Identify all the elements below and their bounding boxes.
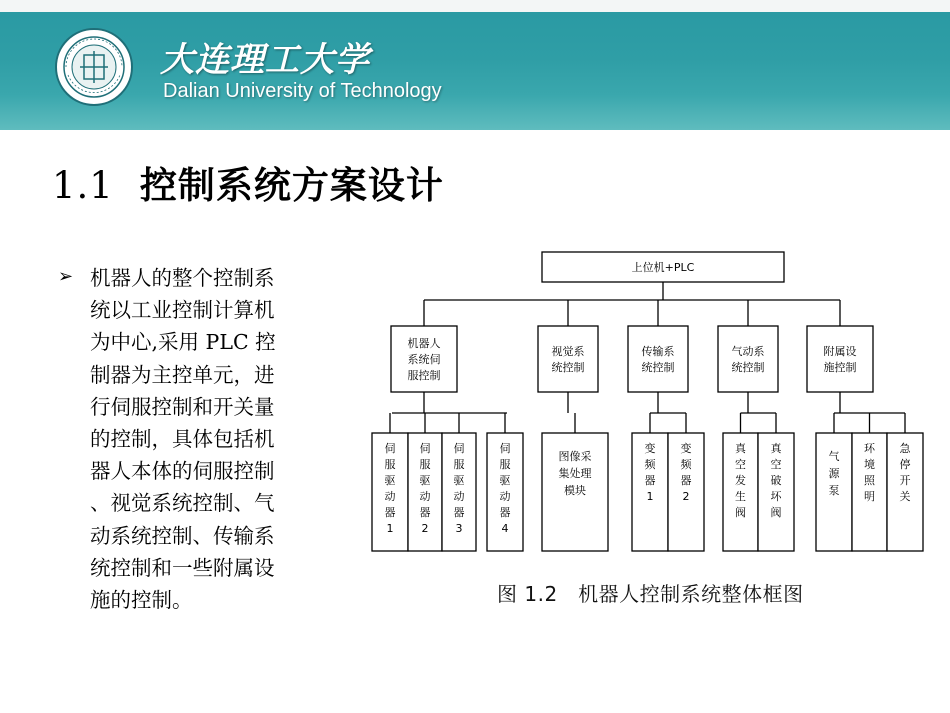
- child-label: 发: [735, 474, 746, 487]
- paragraph-line: 、视觉系统控制、气: [90, 491, 275, 516]
- branch-label: 系统伺: [407, 353, 441, 366]
- child-label: 开: [899, 474, 911, 487]
- child-label: 伺: [499, 442, 511, 455]
- child-label: 频: [680, 458, 692, 471]
- header-banner: [0, 12, 950, 130]
- child-label: 器: [680, 474, 692, 487]
- child-label: 动: [453, 490, 465, 503]
- child-label: 器: [644, 474, 656, 487]
- section-number: 1.1: [52, 164, 114, 207]
- child-label: 阀: [735, 506, 746, 519]
- child-label: 服: [384, 458, 396, 471]
- university-name-cn: 大连理工大学: [160, 40, 370, 80]
- figure-caption: 图 1.2 机器人控制系统整体框图: [497, 582, 804, 606]
- branch-label: 传输系: [641, 345, 675, 358]
- child-label: 伺: [384, 442, 396, 455]
- child-label: 驱: [499, 474, 511, 487]
- branch-label: 附属设: [823, 345, 857, 358]
- branch-label: 气动系: [731, 345, 765, 358]
- paragraph-line: 机器人的整个控制系: [90, 266, 275, 290]
- section-title-text: 控制系统方案设计: [139, 163, 444, 207]
- branch-label: 机器人: [407, 337, 441, 350]
- control-system-diagram: [370, 248, 911, 558]
- child-label: 器: [384, 506, 396, 519]
- child-label: 变: [680, 442, 692, 455]
- child-label: 照: [864, 474, 875, 487]
- child-label: 图像采: [558, 450, 592, 463]
- child-label: 1: [386, 522, 394, 535]
- child-label: 空: [735, 458, 746, 471]
- child-label: 泵: [828, 484, 840, 497]
- paragraph-line: 制器为主控单元，进: [90, 362, 275, 387]
- slide-title: [52, 155, 444, 209]
- child-label: 急: [899, 442, 911, 455]
- branch-label: 视觉系: [551, 345, 585, 358]
- child-label: 模块: [564, 484, 586, 497]
- child-label: 伺: [453, 442, 465, 455]
- child-label: 2: [421, 522, 429, 535]
- paragraph-line: 施的控制。: [90, 588, 193, 613]
- university-name-en: Dalian University of Technology: [163, 80, 442, 102]
- bullet-paragraph: [90, 262, 345, 616]
- child-label: 真: [735, 442, 746, 455]
- branch-box: [538, 326, 598, 392]
- child-label: 环: [864, 442, 875, 455]
- child-label: 器: [453, 506, 465, 519]
- child-label: 频: [644, 458, 656, 471]
- branch-box: [807, 326, 873, 392]
- university-seal-icon: [54, 27, 134, 107]
- child-label: 服: [499, 458, 511, 471]
- child-label: 境: [864, 458, 875, 471]
- child-label: 关: [899, 490, 911, 503]
- child-label: 伺: [419, 442, 431, 455]
- paragraph-line: 统控制和一些附属设: [90, 555, 275, 580]
- child-label: 动: [419, 490, 431, 503]
- root-label: 上位机+PLC: [631, 261, 695, 274]
- paragraph-line: 的控制，具体包括机: [90, 427, 275, 452]
- paragraph-line: 为中心,采用 PLC 控: [90, 330, 276, 355]
- branch-label: 统控制: [641, 361, 675, 374]
- child-label: 停: [899, 458, 911, 471]
- child-label: 变: [644, 442, 656, 455]
- branch-label: 统控制: [551, 361, 585, 374]
- child-label: 源: [828, 467, 840, 480]
- child-label: 器: [499, 506, 511, 519]
- child-label: 气: [828, 450, 840, 463]
- branch-label: 统控制: [731, 361, 765, 374]
- paragraph-line: 统以工业控制计算机: [90, 298, 275, 323]
- child-label: 器: [419, 506, 431, 519]
- branch-box: [718, 326, 778, 392]
- child-label: 服: [419, 458, 431, 471]
- branch-box: [628, 326, 688, 392]
- child-label: 空: [770, 458, 782, 471]
- child-label: 驱: [453, 474, 465, 487]
- child-label: 阀: [770, 506, 782, 519]
- child-label: 生: [735, 490, 746, 503]
- child-label: 动: [384, 490, 396, 503]
- child-label: 驱: [384, 474, 396, 487]
- child-label: 明: [864, 490, 875, 503]
- header-top-strip: [0, 0, 950, 12]
- child-label: 4: [501, 522, 509, 535]
- child-label: 驱: [419, 474, 431, 487]
- child-label: 动: [499, 490, 511, 503]
- child-label: 服: [453, 458, 465, 471]
- branch-label: 施控制: [823, 361, 857, 374]
- child-label: 破: [770, 474, 782, 487]
- paragraph-line: 器人本体的伺服控制: [90, 459, 275, 484]
- paragraph-line: 行伺服控制和开关量: [90, 394, 275, 419]
- child-label: 3: [455, 522, 463, 535]
- arrow-bullet-icon: ➢: [58, 266, 74, 287]
- child-label: 真: [770, 442, 782, 455]
- child-label: 1: [646, 490, 654, 503]
- child-label: 2: [682, 490, 690, 503]
- paragraph-line: 动系统控制、传输系: [90, 523, 275, 548]
- child-label: 集处理: [558, 467, 592, 480]
- child-label: 坏: [770, 490, 782, 503]
- branch-label: 服控制: [407, 369, 441, 382]
